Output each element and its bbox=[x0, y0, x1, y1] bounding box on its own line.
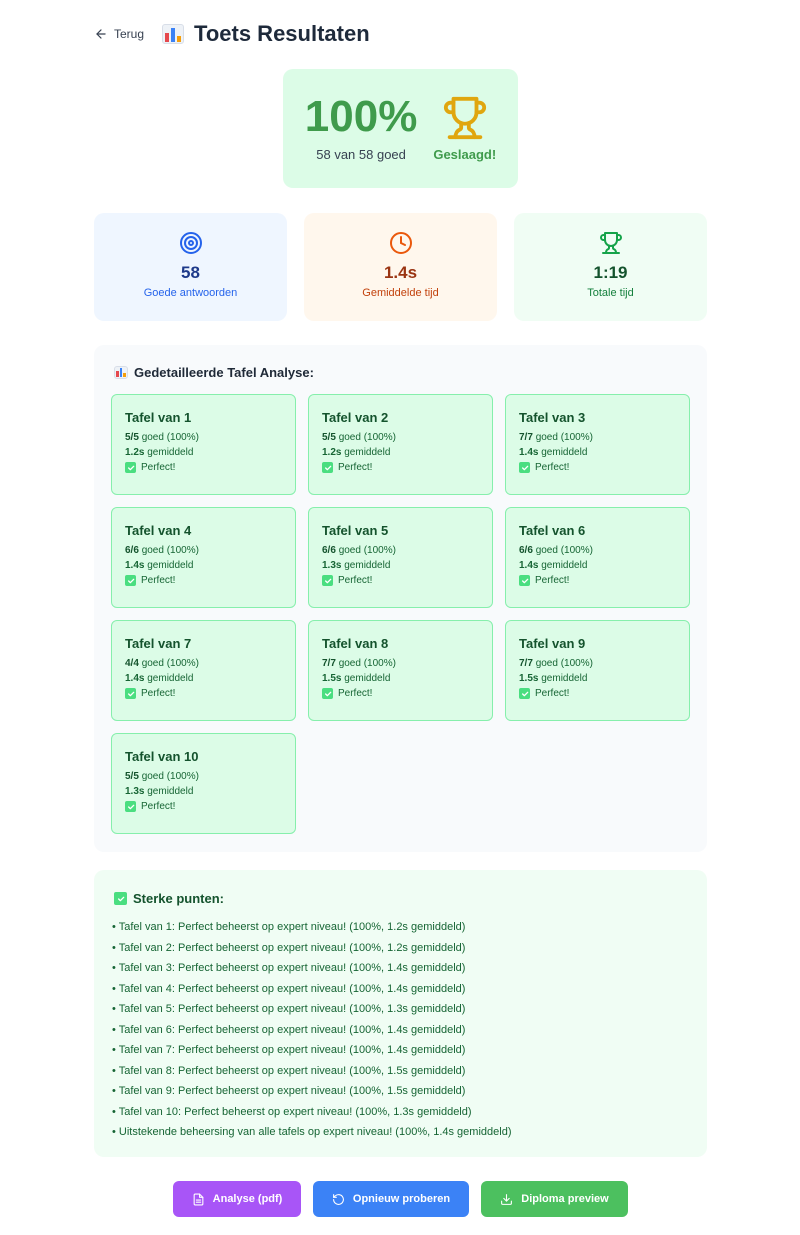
strength-item: • Tafel van 9: Perfect beheerst op expert niveau! (100%, 1.5s gemiddeld) bbox=[112, 1085, 466, 1097]
arrow-left-icon bbox=[94, 27, 108, 41]
table-score: 7/7 bbox=[519, 658, 533, 669]
check-icon bbox=[322, 462, 333, 473]
table-status: Perfect! bbox=[338, 575, 373, 586]
strength-item: • Tafel van 6: Perfect beheerst op expert niveau! (100%, 1.4s gemiddeld) bbox=[112, 1023, 466, 1036]
check-icon bbox=[125, 575, 136, 586]
table-name: Tafel van 9 bbox=[519, 636, 586, 651]
retry-button[interactable] bbox=[313, 1181, 469, 1217]
table-card bbox=[111, 507, 296, 608]
table-status: Perfect! bbox=[141, 575, 176, 586]
check-icon bbox=[114, 892, 127, 905]
table-average-suffix: gemiddeld bbox=[344, 673, 391, 684]
check-icon bbox=[322, 575, 333, 586]
strength-item: • Uitstekende beheersing van alle tafels op expert niveau! (100%, 1.4s gemiddeld) bbox=[112, 1126, 512, 1138]
check-icon bbox=[125, 462, 136, 473]
strength-item: • Tafel van 10: Perfect beheerst op expert niveau! (100%, 1.3s gemiddeld) bbox=[112, 1105, 472, 1118]
table-card bbox=[505, 507, 690, 608]
table-score: 4/4 bbox=[125, 658, 139, 669]
table-card bbox=[505, 394, 690, 495]
pass-status: Geslaagd! bbox=[433, 147, 497, 162]
table-average: 1.4s bbox=[125, 560, 145, 571]
table-average: 1.5s bbox=[519, 673, 539, 684]
table-name: Tafel van 1 bbox=[125, 410, 192, 425]
table-score: 6/6 bbox=[125, 545, 139, 556]
table-status-line bbox=[125, 462, 295, 473]
table-card bbox=[111, 620, 296, 721]
table-status-line bbox=[519, 575, 689, 586]
table-status-line bbox=[322, 462, 492, 473]
table-score: 6/6 bbox=[519, 545, 533, 556]
table-score: 6/6 bbox=[322, 545, 336, 556]
page-title: Toets Resultaten bbox=[194, 21, 370, 46]
back-label: Terug bbox=[114, 27, 145, 41]
rotate-icon bbox=[332, 1193, 345, 1206]
table-card bbox=[308, 507, 493, 608]
clock-icon bbox=[304, 231, 497, 255]
check-icon bbox=[519, 575, 530, 586]
table-score-suffix: goed (100%) bbox=[141, 432, 199, 443]
strength-item: • Tafel van 7: Perfect beheerst op expert niveau! (100%, 1.4s gemiddeld) bbox=[112, 1044, 466, 1056]
check-icon bbox=[125, 801, 136, 812]
table-average-line bbox=[125, 447, 295, 458]
table-average-suffix: gemiddeld bbox=[147, 560, 194, 571]
table-average: 1.2s bbox=[322, 447, 342, 458]
table-average-line bbox=[125, 560, 295, 571]
table-score-line bbox=[125, 771, 295, 782]
table-score: 7/7 bbox=[519, 432, 533, 443]
stat-value: 1.4s bbox=[383, 263, 418, 282]
table-name: Tafel van 10 bbox=[125, 749, 199, 764]
table-score-suffix: goed (100%) bbox=[141, 545, 199, 556]
strengths-panel bbox=[94, 870, 707, 1157]
trophy-icon bbox=[514, 231, 707, 255]
strength-item: • Tafel van 2: Perfect beheerst op expert niveau! (100%, 1.2s gemiddeld) bbox=[112, 941, 466, 954]
strength-item: • Tafel van 3: Perfect beheerst op expert niveau! (100%, 1.4s gemiddeld) bbox=[112, 962, 466, 974]
check-icon bbox=[519, 688, 530, 699]
table-average: 1.4s bbox=[519, 560, 539, 571]
analysis-title: Gedetailleerde Tafel Analyse: bbox=[134, 365, 314, 380]
tables-grid bbox=[111, 394, 690, 834]
strengths-list bbox=[112, 920, 511, 1146]
table-score-line bbox=[322, 432, 492, 443]
strength-item: • Tafel van 1: Perfect beheerst op expert niveau! (100%, 1.2s gemiddeld) bbox=[112, 921, 466, 933]
table-status-line bbox=[125, 575, 295, 586]
table-status-line bbox=[125, 801, 295, 812]
strengths-heading bbox=[114, 891, 224, 906]
table-score-line bbox=[322, 658, 492, 669]
table-score-suffix: goed (100%) bbox=[141, 658, 199, 669]
table-score: 7/7 bbox=[322, 658, 336, 669]
table-average-line bbox=[322, 560, 492, 571]
table-score-suffix: goed (100%) bbox=[338, 545, 396, 556]
bar-chart-icon bbox=[162, 24, 184, 44]
table-status-line bbox=[322, 688, 492, 699]
table-average-suffix: gemiddeld bbox=[344, 560, 391, 571]
target-icon bbox=[94, 231, 287, 255]
file-icon bbox=[192, 1193, 205, 1206]
table-status-line bbox=[519, 688, 689, 699]
table-card bbox=[308, 394, 493, 495]
analysis-pdf-label: Analyse (pdf) bbox=[212, 1193, 283, 1205]
table-average: 1.4s bbox=[519, 447, 539, 458]
table-score-suffix: goed (100%) bbox=[535, 432, 593, 443]
table-score-line bbox=[519, 658, 689, 669]
table-status-line bbox=[125, 688, 295, 699]
table-average-line bbox=[519, 560, 689, 571]
table-score-suffix: goed (100%) bbox=[141, 771, 199, 782]
check-icon bbox=[322, 688, 333, 699]
table-average: 1.3s bbox=[125, 786, 145, 797]
analysis-heading bbox=[114, 365, 314, 380]
table-analysis-panel bbox=[94, 345, 707, 852]
stat-total-time bbox=[514, 213, 707, 321]
table-status: Perfect! bbox=[338, 688, 373, 699]
table-name: Tafel van 4 bbox=[125, 523, 192, 538]
table-average-line bbox=[519, 447, 689, 458]
score-summary: 58 van 58 goed bbox=[316, 147, 406, 162]
stat-average-time bbox=[304, 213, 497, 321]
table-score-line bbox=[519, 545, 689, 556]
table-average-line bbox=[125, 786, 295, 797]
back-button[interactable] bbox=[94, 27, 144, 41]
table-status: Perfect! bbox=[535, 688, 570, 699]
table-score-suffix: goed (100%) bbox=[535, 545, 593, 556]
table-score-suffix: goed (100%) bbox=[535, 658, 593, 669]
table-average-suffix: gemiddeld bbox=[344, 447, 391, 458]
table-score-line bbox=[519, 432, 689, 443]
table-name: Tafel van 5 bbox=[322, 523, 389, 538]
table-score-suffix: goed (100%) bbox=[338, 432, 396, 443]
table-average-suffix: gemiddeld bbox=[147, 673, 194, 684]
table-score: 5/5 bbox=[322, 432, 336, 443]
stat-correct-answers bbox=[94, 213, 287, 321]
table-score: 5/5 bbox=[125, 432, 139, 443]
stat-value: 1:19 bbox=[593, 263, 628, 282]
diploma-preview-label: Diploma preview bbox=[521, 1193, 609, 1205]
stat-label: Gemiddelde tijd bbox=[362, 287, 439, 299]
score-card bbox=[283, 69, 518, 188]
table-card bbox=[505, 620, 690, 721]
stat-value: 58 bbox=[181, 263, 200, 282]
strength-item: • Tafel van 4: Perfect beheerst op expert niveau! (100%, 1.4s gemiddeld) bbox=[112, 982, 466, 995]
table-average: 1.5s bbox=[322, 673, 342, 684]
table-status: Perfect! bbox=[338, 462, 373, 473]
table-name: Tafel van 2 bbox=[322, 410, 389, 425]
table-name: Tafel van 7 bbox=[125, 636, 192, 651]
table-score: 5/5 bbox=[125, 771, 139, 782]
table-status: Perfect! bbox=[535, 575, 570, 586]
table-average-line bbox=[322, 673, 492, 684]
table-status-line bbox=[519, 462, 689, 473]
table-score-line bbox=[125, 432, 295, 443]
strength-item: • Tafel van 8: Perfect beheerst op expert niveau! (100%, 1.5s gemiddeld) bbox=[112, 1064, 466, 1077]
table-score-line bbox=[322, 545, 492, 556]
table-average-suffix: gemiddeld bbox=[541, 447, 588, 458]
table-status: Perfect! bbox=[141, 688, 176, 699]
table-average: 1.3s bbox=[322, 560, 342, 571]
table-score-line bbox=[125, 545, 295, 556]
table-average-suffix: gemiddeld bbox=[541, 560, 588, 571]
table-score-suffix: goed (100%) bbox=[338, 658, 396, 669]
table-average-suffix: gemiddeld bbox=[541, 673, 588, 684]
retry-label: Opnieuw proberen bbox=[352, 1193, 451, 1205]
table-status: Perfect! bbox=[535, 462, 570, 473]
score-percentage: 100% bbox=[304, 92, 418, 141]
table-status: Perfect! bbox=[141, 462, 176, 473]
check-icon bbox=[125, 688, 136, 699]
download-icon bbox=[500, 1193, 513, 1206]
table-average: 1.4s bbox=[125, 673, 145, 684]
strengths-title: Sterke punten: bbox=[133, 891, 225, 906]
table-name: Tafel van 8 bbox=[322, 636, 389, 651]
check-icon bbox=[519, 462, 530, 473]
stat-label: Totale tijd bbox=[587, 287, 634, 299]
trophy-icon bbox=[433, 95, 496, 141]
table-status: Perfect! bbox=[141, 801, 176, 812]
table-card bbox=[308, 620, 493, 721]
diploma-preview-button[interactable] bbox=[481, 1181, 628, 1217]
table-average-suffix: gemiddeld bbox=[147, 786, 194, 797]
table-status-line bbox=[322, 575, 492, 586]
strength-item: • Tafel van 5: Perfect beheerst op expert niveau! (100%, 1.3s gemiddeld) bbox=[112, 1003, 466, 1015]
stat-label: Goede antwoorden bbox=[143, 287, 238, 299]
table-average-line bbox=[322, 447, 492, 458]
table-card bbox=[111, 394, 296, 495]
table-card bbox=[111, 733, 296, 834]
table-average-line bbox=[125, 673, 295, 684]
table-name: Tafel van 6 bbox=[519, 523, 586, 538]
table-average-suffix: gemiddeld bbox=[147, 447, 194, 458]
table-average: 1.2s bbox=[125, 447, 145, 458]
table-score-line bbox=[125, 658, 295, 669]
header bbox=[94, 20, 370, 48]
table-name: Tafel van 3 bbox=[519, 410, 586, 425]
bar-chart-icon bbox=[114, 366, 128, 379]
analysis-pdf-button[interactable] bbox=[173, 1181, 301, 1217]
table-average-line bbox=[519, 673, 689, 684]
